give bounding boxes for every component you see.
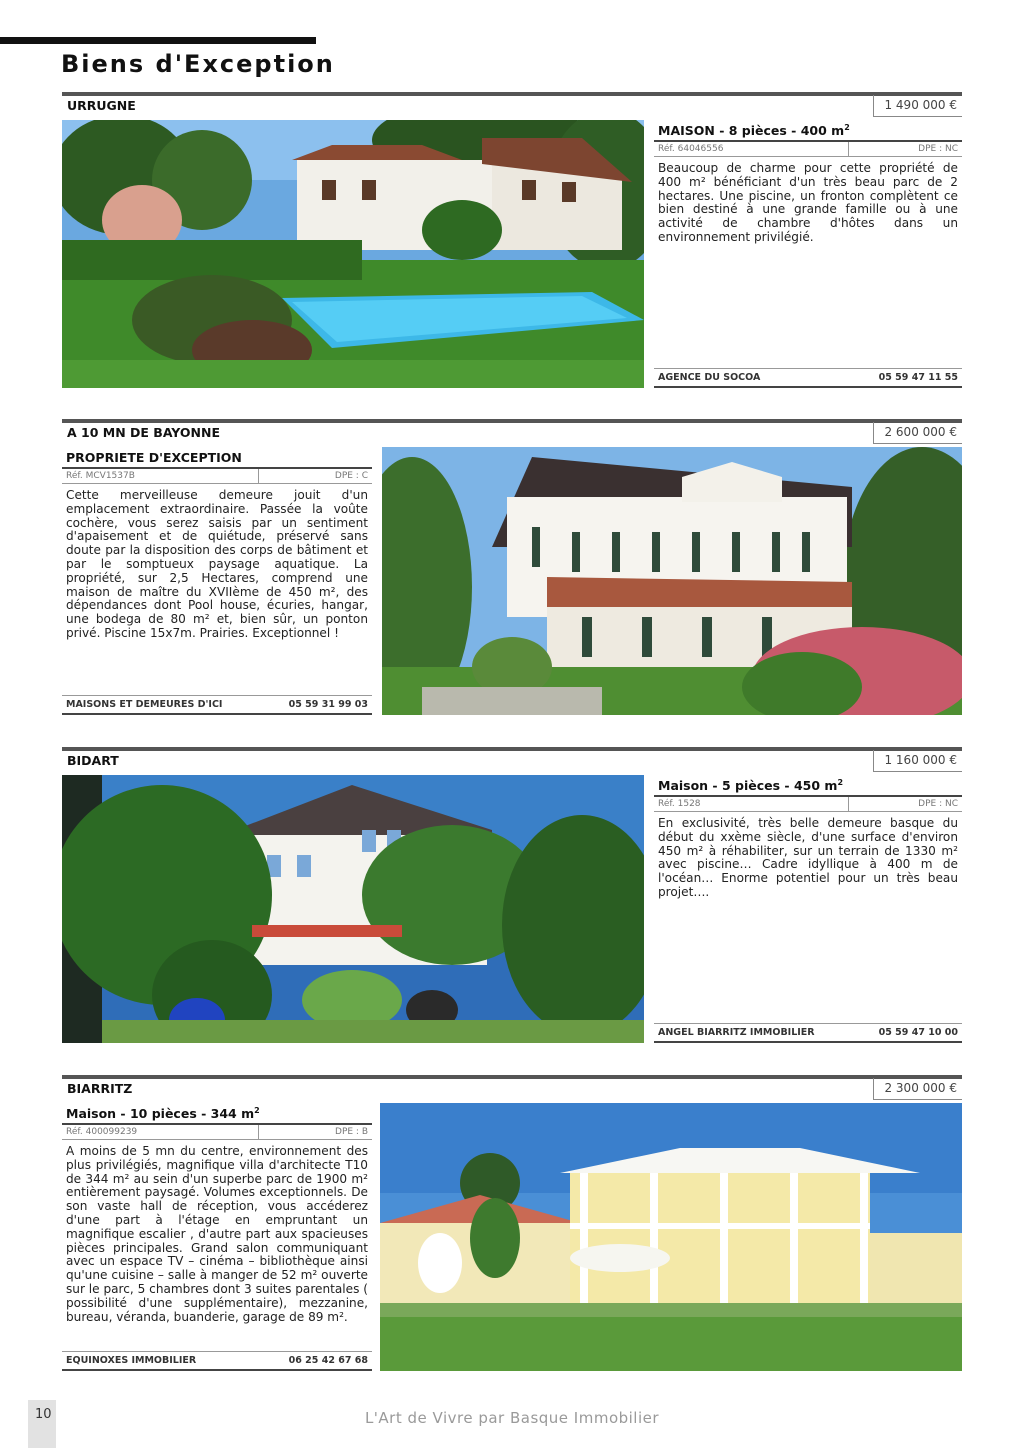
listing-ref: Réf. 400099239 (66, 1127, 138, 1137)
listing-dpe: DPE : B (335, 1127, 368, 1137)
ref-divider (258, 1125, 259, 1140)
reference-row (654, 142, 962, 157)
listing-header (62, 1075, 962, 1099)
listing-contact (62, 695, 372, 715)
listing-ref: Réf. 64046556 (658, 144, 724, 154)
property-photo[interactable] (382, 447, 962, 715)
page-footer: L'Art de Vivre par Basque Immobilier (364, 1409, 660, 1427)
listing-contact (654, 1023, 962, 1043)
listing-location: A 10 MN DE BAYONNE (67, 425, 220, 440)
ref-divider (848, 797, 849, 812)
listing-header (62, 419, 962, 443)
listing-card[interactable] (62, 1075, 962, 1373)
agency-phone[interactable]: 05 59 47 10 00 (878, 1027, 958, 1038)
property-type-sup: 2 (254, 1106, 260, 1115)
header-accent-bar (0, 37, 316, 44)
reference-row (654, 797, 962, 812)
listing-price: 2 600 000 € (873, 422, 962, 444)
listing-header (62, 92, 962, 116)
listing-ref: Réf. 1528 (658, 799, 701, 809)
property-type (62, 447, 372, 469)
listing-contact (654, 368, 962, 388)
property-type-label: MAISON - 8 pièces - 400 m (658, 123, 845, 139)
listing-card[interactable] (62, 747, 962, 1045)
agency-name[interactable]: AGENCE DU SOCOA (658, 372, 761, 383)
agency-phone[interactable]: 05 59 47 11 55 (878, 372, 958, 383)
agency-name[interactable]: EQUINOXES IMMOBILIER (66, 1355, 197, 1366)
ref-divider (848, 142, 849, 157)
property-type-label: Maison - 5 pièces - 450 m (658, 778, 838, 794)
property-type (654, 120, 962, 142)
listing-info (62, 1103, 372, 1371)
agency-phone[interactable]: 06 25 42 67 68 (288, 1355, 368, 1366)
listing-dpe: DPE : NC (918, 799, 958, 809)
listing-location: BIARRITZ (67, 1081, 133, 1096)
agency-name[interactable]: ANGEL BIARRITZ IMMOBILIER (658, 1027, 815, 1038)
listing-location: BIDART (67, 753, 119, 768)
property-type-sup: 2 (844, 123, 850, 132)
agency-name[interactable]: MAISONS ET DEMEURES D'ICI (66, 699, 223, 710)
property-type (62, 1103, 372, 1125)
listing-description: En exclusivité, très belle demeure basque du début du xxème siècle, d'une surface d'environ 450 m² à réhabiliter, sur un terrain de 1330 m² avec piscine… Cadre idyllique à 400 m de l'océan… Enorme potentiel pour un très beau projet…. (658, 816, 958, 899)
reference-row (62, 469, 372, 484)
property-photo[interactable] (62, 120, 644, 388)
listing-ref: Réf. MCV1537B (66, 471, 135, 481)
property-type-label: Maison - 10 pièces - 344 m (66, 1106, 255, 1122)
listing-contact (62, 1351, 372, 1371)
listing-dpe: DPE : NC (918, 144, 958, 154)
listing-location: URRUGNE (67, 98, 136, 113)
ref-divider (258, 469, 259, 484)
property-photo[interactable] (62, 775, 644, 1043)
listing-price: 1 160 000 € (873, 750, 962, 772)
listing-dpe: DPE : C (334, 471, 368, 481)
property-type-label: PROPRIETE D'EXCEPTION (66, 450, 242, 465)
property-type-sup: 2 (837, 778, 844, 787)
property-photo[interactable] (380, 1103, 962, 1371)
listing-description: Cette merveilleuse demeure jouit d'un emplacement extraordinaire. Passée la voûte cochère, vous serez saisis par un sentiment d'apaisement et de quiétude, préservé sans doute par la disposition des corps de bâtiment et par le somptueux paysage aquatique. La propriété, sur 2,5 Hectares, comprend une maison de maître du XVIIème de 450 m², des dépendances dont Pool house, écuries, hangar, une bodega de 80 m² et, bien sûr, un ponton privé. Piscine 15x7m. Prairies. Exceptionnel ! (66, 488, 368, 640)
listing-card[interactable] (62, 419, 962, 717)
listing-price: 2 300 000 € (873, 1078, 962, 1100)
listing-info (62, 447, 372, 715)
listing-info (654, 120, 962, 388)
listing-header (62, 747, 962, 771)
page-title: Biens d'Exception (61, 50, 335, 78)
listing-card[interactable] (62, 92, 962, 390)
listing-description: A moins de 5 mn du centre, environnement des plus privilégiés, magnifique villa d'architecte T10 de 344 m² au sein d'un superbe parc de 1900 m² entièrement paysagé. Volumes exceptionnels. De son vaste hall de réception, vous accéderez d'une part à l'étage en empruntant un magnifique escalier , d'autre part aux spacieuses pièces principales. Grand salon communiquant avec un espace TV – cinéma – bibliothèque ainsi qu'une cuisine – salle à manger de 52 m² ouverte sur le parc, 5 chambres dont 3 suites parentales ( possibilité d'une supplémentaire), mezzanine, bureau, véranda, buanderie, garage de 89 m². (66, 1144, 368, 1324)
listing-info (654, 775, 962, 1043)
listing-description: Beaucoup de charme pour cette propriété de 400 m² bénéficiant d'un très beau parc de 2 hectares. Une piscine, un fronton complètent ce bien destiné à une grande famille ou à une activité de chambre d'hôtes dans un environnement privilégié. (658, 161, 958, 244)
listing-price: 1 490 000 € (873, 95, 962, 117)
agency-phone[interactable]: 05 59 31 99 03 (288, 699, 368, 710)
page-number: 10 (35, 1407, 52, 1422)
property-type (654, 775, 962, 797)
reference-row (62, 1125, 372, 1140)
